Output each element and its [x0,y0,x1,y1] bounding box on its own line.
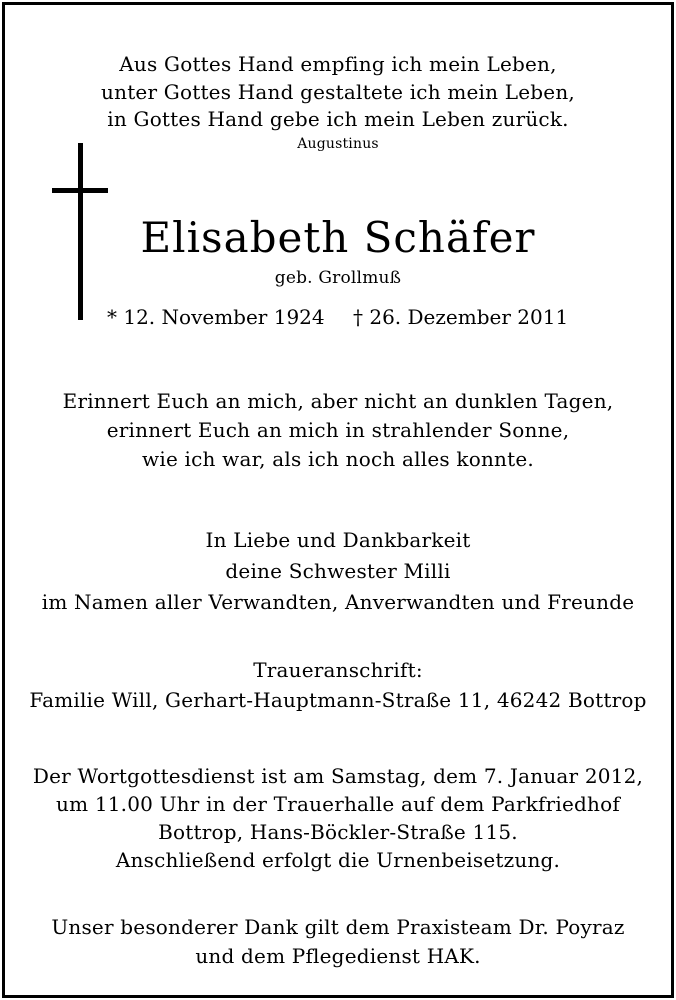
mourners-others: im Namen aller Verwandten, Anverwandten und Freunde [41,590,635,614]
address-label: Traueranschrift: [253,658,423,682]
motto-line: in Gottes Hand gebe ich mein Leben zurück. [107,107,569,131]
poem-line: erinnert Euch an mich in strahlender Sonne, [106,418,570,442]
mourners-intro: In Liebe und Dankbarkeit [205,528,471,552]
service-line: Der Wortgottesdienst ist am Samstag, dem 7. Januar 2012, [32,764,644,788]
thanks-line: Unser besonderer Dank gilt dem Praxisteam Dr. Poyraz [51,915,625,939]
motto-author: Augustinus [297,136,379,152]
birth-date: * 12. November 1924 [107,305,325,329]
address-value: Familie Will, Gerhart-Hauptmann-Straße 11, 46242 Bottrop [29,688,647,712]
poem-line: Erinnert Euch an mich, aber nicht an dunklen Tagen, [62,389,614,413]
service-line: Anschließend erfolgt die Urnenbeisetzung. [115,848,561,872]
service-line: um 11.00 Uhr in der Trauerhalle auf dem Parkfriedhof [56,792,620,816]
maiden-name: geb. Grollmuß [274,268,402,288]
life-dates [107,305,590,329]
service-line: Bottrop, Hans-Böckler-Straße 115. [158,820,518,844]
poem-line: wie ich war, als ich noch alles konnte. [142,447,534,471]
mourners-name: deine Schwester Milli [225,559,451,583]
thanks-line: und dem Pflegedienst HAK. [195,944,481,968]
motto-line: Aus Gottes Hand empfing ich mein Leben, [119,52,557,76]
deceased-name: Elisabeth Schäfer [140,213,536,262]
motto-line: unter Gottes Hand gestaltete ich mein Leben, [101,80,575,104]
death-date: † 26. Dezember 2011 [352,305,569,329]
cross-icon-bar [52,188,108,193]
